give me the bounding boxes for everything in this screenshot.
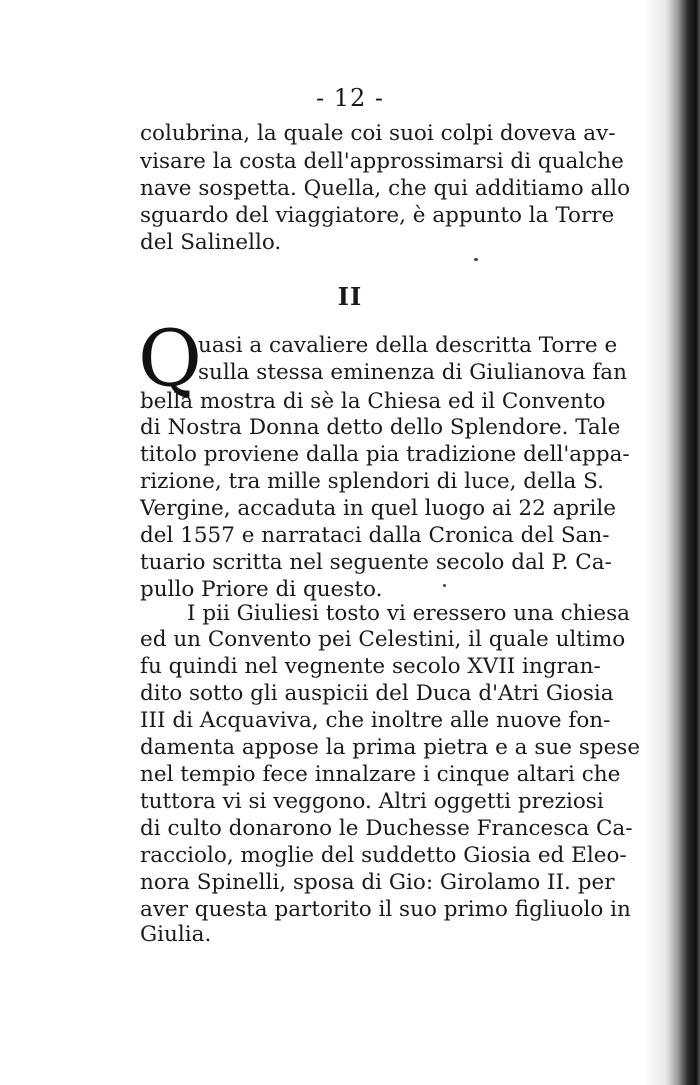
text-line: Giulia. bbox=[140, 922, 212, 947]
text-line: uasi a cavaliere della descritta Torre e bbox=[198, 333, 618, 358]
page-number: - 12 - bbox=[315, 84, 384, 112]
text-line: aver questa partorito il suo primo figliuolo in bbox=[140, 897, 631, 922]
text-line: tuttora vi si veggono. Altri oggetti preziosi bbox=[140, 789, 604, 814]
text-line: di culto donarono le Duchesse Francesca Ca- bbox=[140, 816, 633, 841]
text-line: del 1557 e narrataci dalla Cronica del San- bbox=[140, 523, 610, 548]
text-line: racciolo, moglie del suddetto Giosia ed Eleo- bbox=[140, 843, 627, 868]
text-line: dito sotto gli auspicii del Duca d'Atri Giosia bbox=[140, 681, 614, 706]
text-line: sulla stessa eminenza di Giulianova fan bbox=[198, 360, 627, 385]
section-heading: II bbox=[337, 282, 363, 311]
text-line: ed un Convento pei Celestini, il quale ultimo bbox=[140, 627, 626, 652]
text-line: del Salinello. bbox=[140, 230, 282, 255]
text-line: I pii Giuliesi tosto vi eressero una chiesa bbox=[187, 601, 630, 626]
text-line: nel tempio fece innalzare i cinque altari che bbox=[140, 762, 621, 787]
text-line: rizione, tra mille splendori di luce, della S. bbox=[140, 469, 604, 494]
text-line: visare la costa dell'approssimarsi di qualche bbox=[140, 149, 624, 174]
page-edge-shadow bbox=[644, 0, 700, 1085]
text-line: bella mostra di sè la Chiesa ed il Convento bbox=[140, 389, 606, 414]
text-line: fu quindi nel vegnente secolo XVII ingran- bbox=[140, 654, 601, 679]
text-line: nora Spinelli, sposa di Gio: Girolamo II. per bbox=[140, 870, 615, 895]
text-line: damenta appose la prima pietra e a sue spese bbox=[140, 735, 641, 760]
text-line: tuario scritta nel seguente secolo dal P. Ca- bbox=[140, 550, 612, 575]
text-line: pullo Priore di questo. bbox=[140, 577, 383, 602]
text-line: Vergine, accaduta in quel luogo ai 22 aprile bbox=[140, 496, 616, 521]
text-line: di Nostra Donna detto dello Splendore. Tale bbox=[140, 415, 621, 440]
text-line: nave sospetta. Quella, che qui additiamo allo bbox=[140, 176, 631, 201]
drop-cap: Q bbox=[138, 314, 202, 404]
text-line: titolo proviene dalla pia tradizione dell'appa- bbox=[140, 442, 630, 467]
text-line: colubrina, la quale coi suoi colpi doveva av- bbox=[140, 121, 616, 146]
text-line: III di Acquaviva, che inoltre alle nuove fon- bbox=[140, 708, 611, 733]
text-line: sguardo del viaggiatore, è appunto la Torre bbox=[140, 203, 615, 228]
